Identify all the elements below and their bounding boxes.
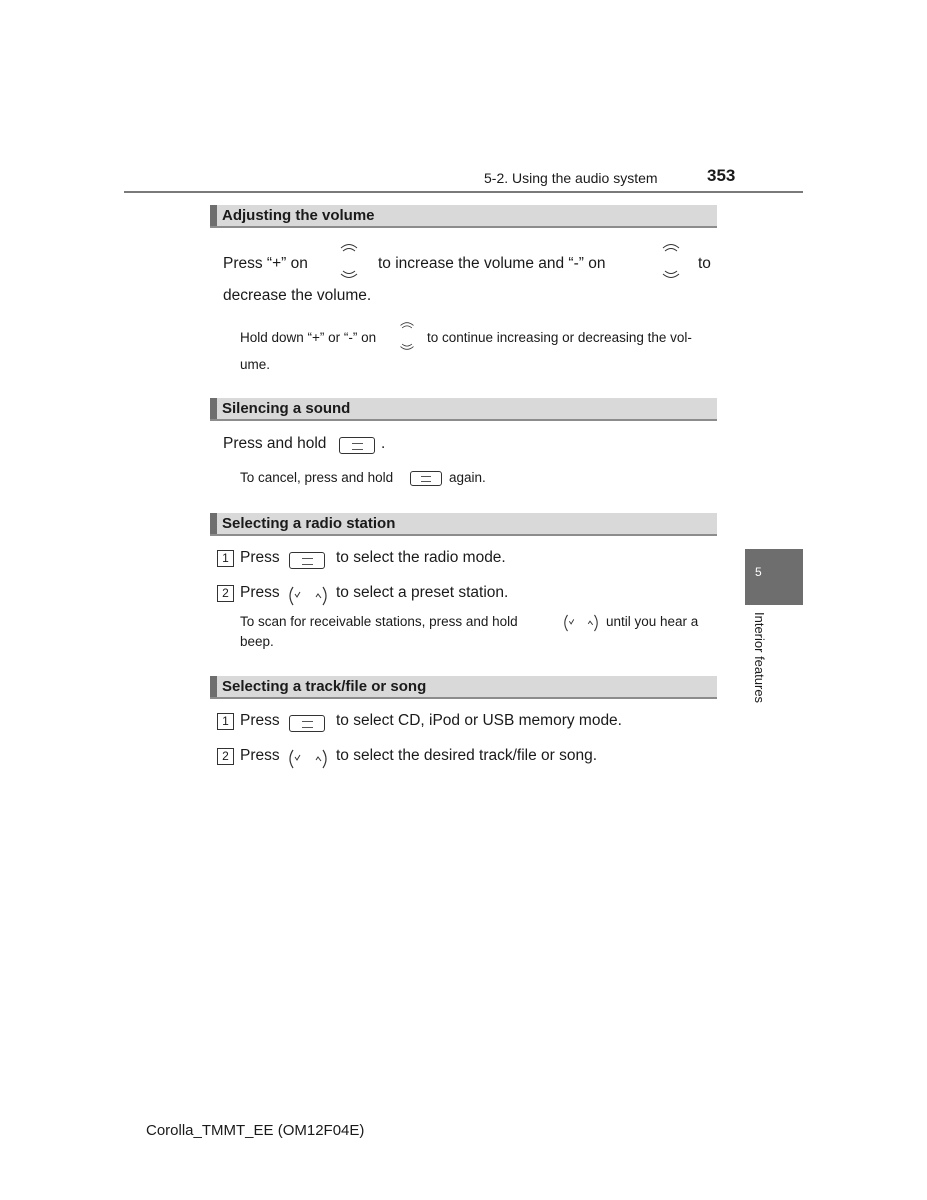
seek-switch-icon: [562, 614, 600, 632]
seek-switch-icon: [287, 749, 329, 769]
step-label: Press: [240, 747, 280, 764]
step-label: Press: [240, 584, 280, 601]
step-number: 1: [217, 550, 234, 567]
silence-note-1: To cancel, press and hold: [240, 470, 394, 485]
step-label: Press: [240, 712, 280, 729]
header-section-title: 5-2. Using the audio system: [484, 170, 658, 186]
section-title: Selecting a radio station: [222, 515, 396, 532]
chapter-label: Interior features: [752, 612, 767, 704]
mode-hold-button-icon: [410, 471, 442, 486]
section-title: Adjusting the volume: [222, 207, 375, 224]
mode-hold-button-icon: [339, 437, 375, 454]
volume-text-3: to: [698, 255, 711, 272]
silence-text-1: Press and hold: [223, 435, 327, 452]
section-heading-radio: [210, 513, 717, 536]
mode-hold-button-icon: [289, 715, 325, 732]
page-number: 353: [707, 166, 736, 185]
step-text: to select CD, iPod or USB memory mode.: [336, 712, 622, 729]
step-label: Press: [240, 549, 280, 566]
heading-bar: [210, 676, 217, 697]
step-number: 1: [217, 713, 234, 730]
heading-bar: [210, 205, 217, 226]
section-heading-track: [210, 676, 717, 699]
radio-note-2: until you hear a: [606, 614, 699, 629]
radio-note-1: To scan for receivable stations, press and hold: [240, 614, 518, 629]
silence-note-2: again.: [449, 470, 486, 485]
volume-switch-icon: [338, 240, 360, 282]
volume-note-3: ume.: [240, 357, 271, 372]
heading-bar: [210, 398, 217, 419]
section-heading-silence: [210, 398, 717, 421]
mode-hold-button-icon: [289, 552, 325, 569]
step-text: to select the radio mode.: [336, 549, 506, 566]
chapter-tab: [745, 549, 803, 605]
step-number: 2: [217, 585, 234, 602]
step-text: to select a preset station.: [336, 584, 509, 601]
section-title: Selecting a track/file or song: [222, 678, 427, 695]
section-heading-volume: [210, 205, 717, 228]
header-rule: [124, 191, 803, 193]
volume-switch-icon: [398, 319, 416, 353]
step-number: 2: [217, 748, 234, 765]
radio-note-3: beep.: [240, 634, 274, 649]
volume-note-2: to continue increasing or decreasing the vol-: [427, 330, 692, 345]
volume-note-1: Hold down “+” or “-” on: [240, 330, 377, 345]
step-text: to select the desired track/file or song.: [336, 747, 598, 764]
chapter-number: 5: [755, 565, 762, 579]
silence-text-2: .: [381, 435, 386, 452]
footer-manual-id: Corolla_TMMT_EE (OM12F04E): [146, 1122, 365, 1139]
volume-text-1: Press “+” on: [223, 255, 308, 272]
heading-bar: [210, 513, 217, 534]
seek-switch-icon: [287, 586, 329, 606]
section-title: Silencing a sound: [222, 400, 351, 417]
volume-text-2: to increase the volume and “-” on: [378, 255, 606, 272]
volume-text-4: decrease the volume.: [223, 287, 372, 304]
volume-switch-icon: [660, 240, 682, 282]
